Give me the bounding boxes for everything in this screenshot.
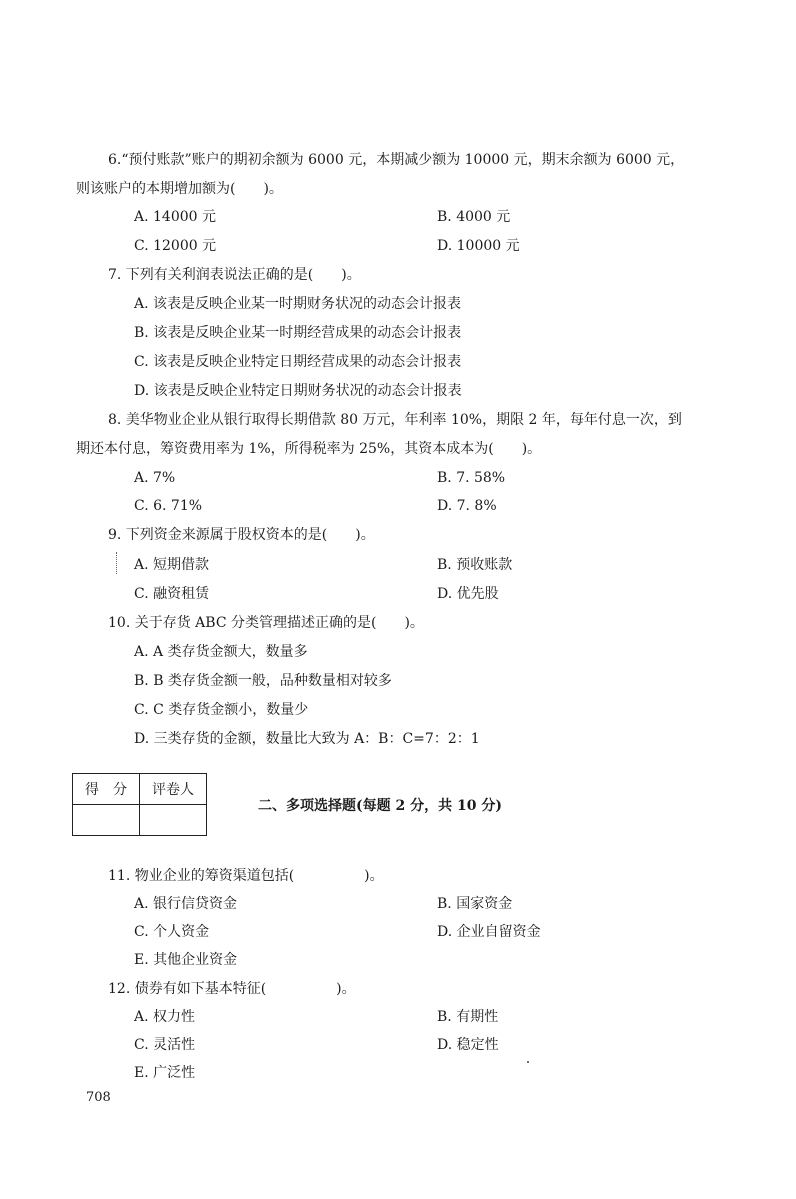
score-cell[interactable] (73, 805, 140, 836)
q8-stem-line1: 8. 美华物业企业从银行取得长期借款 80 万元，年利率 10%，期限 2 年，每年付息一次，到 (108, 412, 682, 428)
q7-option-d: D. 该表是反映企业特定日期财务状况的动态会计报表 (134, 383, 462, 399)
q12-option-b: B. 有期性 (437, 1009, 499, 1025)
q12-option-c: C. 灵活性 (134, 1037, 196, 1053)
q12-option-e: E. 广泛性 (134, 1065, 196, 1081)
q12-stem: 12. 债券有如下基本特征( )。 (108, 981, 356, 997)
q7-option-c: C. 该表是反映企业特定日期经营成果的动态会计报表 (134, 354, 462, 370)
q11-option-e: E. 其他企业资金 (134, 952, 238, 968)
page-number: 708 (86, 1090, 111, 1105)
stray-dot (527, 1061, 529, 1063)
q9-stem: 9. 下列资金来源属于股权资本的是( )。 (108, 527, 375, 543)
q10-stem: 10. 关于存货 ABC 分类管理描述正确的是( )。 (108, 615, 424, 631)
q12-option-a: A. 权力性 (134, 1009, 196, 1025)
q6-option-d: D. 10000 元 (437, 238, 520, 254)
q6-option-b: B. 4000 元 (437, 209, 511, 225)
grader-label: 评卷人 (140, 774, 207, 805)
q8-option-d: D. 7. 8% (437, 498, 497, 514)
q9-option-a: A. 短期借款 (134, 557, 210, 573)
q8-option-b: B. 7. 58% (437, 470, 506, 486)
q11-option-b: B. 国家资金 (437, 896, 513, 912)
q11-option-a: A. 银行信贷资金 (134, 896, 238, 912)
q12-option-d: D. 稳定性 (437, 1037, 499, 1053)
q10-option-c: C. C 类存货金额小，数量少 (134, 702, 309, 718)
q6-stem-line1: 6.“预付账款”账户的期初余额为 6000 元，本期减少额为 10000 元，期末余额为 6000 元， (108, 152, 685, 168)
score-label: 得 分 (73, 774, 140, 805)
q11-option-d: D. 企业自留资金 (437, 924, 541, 940)
q7-option-a: A. 该表是反映企业某一时期财务状况的动态会计报表 (134, 296, 462, 312)
q6-option-c: C. 12000 元 (134, 238, 217, 254)
q9-option-c: C. 融资租赁 (134, 586, 210, 602)
q11-stem: 11. 物业企业的筹资渠道包括( )。 (108, 868, 384, 884)
q8-option-c: C. 6. 71% (134, 498, 203, 514)
q10-option-b: B. B 类存货金额一般，品种数量相对较多 (134, 673, 392, 689)
q7-option-b: B. 该表是反映企业某一时期经营成果的动态会计报表 (134, 325, 462, 341)
q11-option-c: C. 个人资金 (134, 924, 210, 940)
q6-option-a: A. 14000 元 (134, 209, 216, 225)
q9-option-d: D. 优先股 (437, 586, 499, 602)
q10-option-d: D. 三类存货的金额，数量比大致为 A：B：C=7：2：1 (134, 731, 480, 747)
q8-option-a: A. 7% (134, 470, 176, 486)
margin-mark (116, 552, 118, 574)
grader-cell[interactable] (140, 805, 207, 836)
score-box (72, 773, 207, 836)
q10-option-a: A. A 类存货金额大，数量多 (134, 644, 308, 660)
section-title: 二、多项选择题(每题 2 分，共 10 分) (258, 798, 502, 814)
q7-stem: 7. 下列有关利润表说法正确的是( )。 (108, 267, 361, 283)
q6-stem-line2: 则该账户的本期增加额为( )。 (76, 181, 283, 197)
q8-stem-line2: 期还本付息，筹资费用率为 1%，所得税率为 25%，其资本成本为( )。 (76, 441, 542, 457)
q9-option-b: B. 预收账款 (437, 557, 513, 573)
